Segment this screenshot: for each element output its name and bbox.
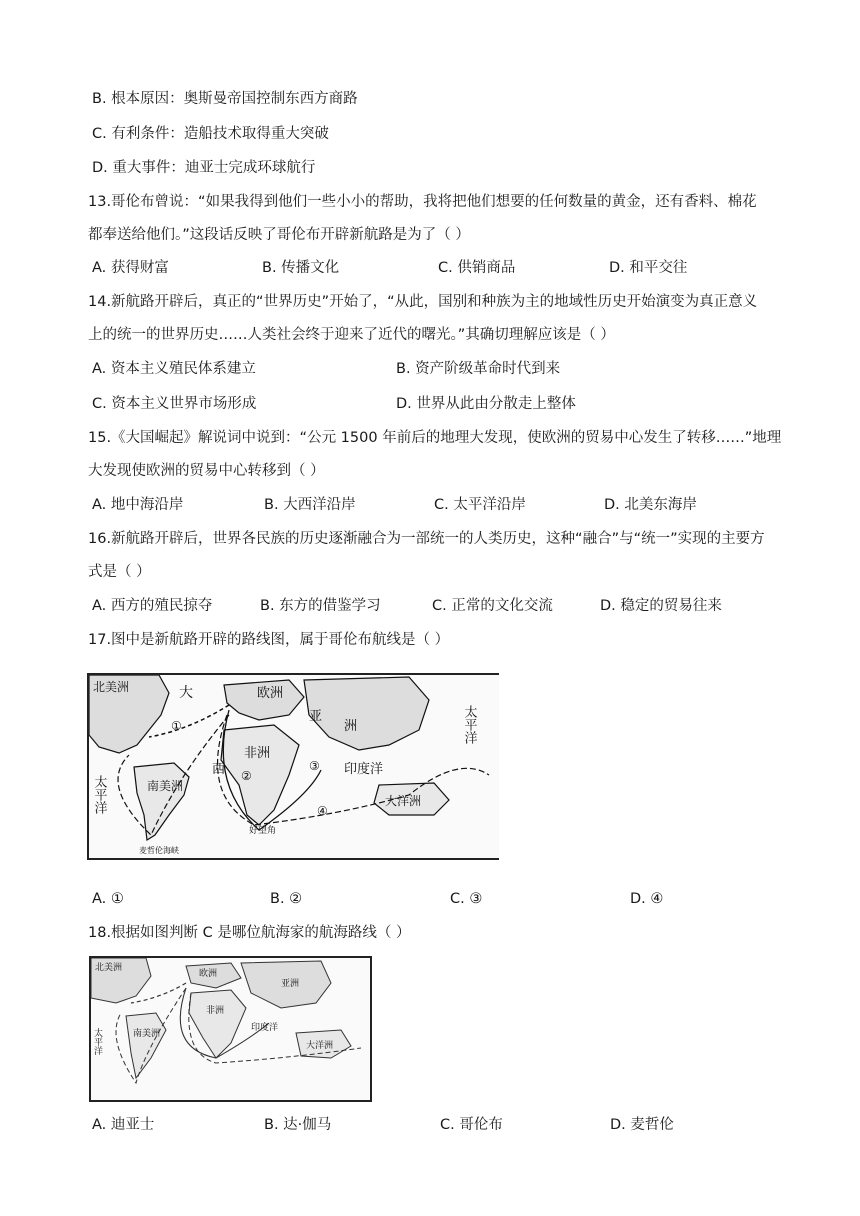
map-label-west: 西	[212, 762, 226, 777]
q13-stem-line1: 13.哥伦布曾说：“如果我得到他们一些小小的帮助，我将把他们想要的任何数量的黄金，还有香料、棉花	[88, 194, 757, 210]
q16-option-b: B. 东方的借鉴学习	[260, 598, 381, 614]
map-label-cape: 好望角	[249, 826, 277, 836]
q17-stem: 17.图中是新航路开辟的路线图，属于哥伦布航线是（ ）	[88, 632, 450, 648]
q14-option-a: A. 资本主义殖民体系建立	[92, 361, 256, 377]
q17-map-drawing	[89, 675, 499, 858]
q16-option-c: C. 正常的文化交流	[432, 598, 553, 614]
map-label-atlantic: 大	[179, 685, 193, 701]
q16-option-a: A. 西方的殖民掠夺	[92, 598, 213, 614]
map-label-indian-ocean: 印度洋	[251, 1023, 279, 1033]
q13-option-c: C. 供销商品	[438, 260, 516, 276]
map-label-oceania: 大洋洲	[306, 1041, 334, 1051]
q14-option-d: D. 世界从此由分散走上整体	[396, 396, 576, 412]
q17-option-a: A. ①	[92, 891, 124, 907]
map-label-north-america: 北美洲	[93, 680, 130, 694]
q18-option-c: C. 哥伦布	[440, 1117, 503, 1133]
q13-option-b: B. 传播文化	[262, 260, 340, 276]
q13-stem-line2: 都奉送给他们。”这段话反映了哥伦布开辟新航路是为了（ ）	[88, 227, 470, 243]
map-label-africa: 非洲	[244, 746, 271, 761]
q17-option-c: C. ③	[450, 891, 483, 907]
q14-option-c: C. 资本主义世界市场形成	[92, 396, 257, 412]
q15-option-a: A. 地中海沿岸	[92, 497, 184, 513]
q14-option-b: B. 资产阶级革命时代到来	[396, 361, 561, 377]
q18-map-drawing	[91, 958, 370, 1100]
map-label-asia-2: 洲	[344, 719, 358, 734]
q17-option-d: D. ④	[630, 891, 664, 907]
map-label-pacific-right: 太平洋	[461, 705, 477, 744]
map-route-3: ③	[309, 759, 320, 773]
map-label-pacific: 太平洋	[92, 1028, 102, 1055]
q13-option-d: D. 和平交往	[609, 260, 688, 276]
q16-stem-line2: 式是（ ）	[88, 564, 151, 580]
q17-route-map	[87, 673, 499, 860]
map-label-oceania: 大洋洲	[385, 794, 422, 808]
map-label-europe: 欧洲	[199, 969, 218, 979]
map-label-asia: 亚	[309, 709, 323, 724]
map-route-2: ②	[241, 769, 252, 783]
map-label-south-america: 南美洲	[133, 1029, 161, 1039]
map-route-1: ①	[171, 719, 182, 733]
map-route-4: ④	[317, 804, 328, 818]
map-label-north-america: 北美洲	[95, 963, 123, 973]
q15-option-b: B. 大西洋沿岸	[264, 497, 356, 513]
map-label-pacific-left: 太平洋	[91, 775, 107, 814]
q15-option-c: C. 太平洋沿岸	[434, 497, 526, 513]
q13-option-a: A. 获得财富	[92, 260, 169, 276]
q12-option-c: C. 有利条件：造船技术取得重大突破	[92, 126, 329, 142]
q16-option-d: D. 稳定的贸易往来	[600, 598, 722, 614]
q17-option-b: B. ②	[270, 891, 303, 907]
map-label-strait: 麦哲伦海峡	[139, 846, 179, 855]
map-label-south-america: 南美洲	[147, 779, 184, 793]
q14-stem-line1: 14.新航路开辟后，真正的“世界历史”开始了，“从此，国别和种族为主的地域性历史开始演变为真正意义	[88, 294, 758, 310]
q15-option-d: D. 北美东海岸	[604, 497, 697, 513]
q15-stem-line2: 大发现使欧洲的贸易中心转移到（ ）	[88, 463, 325, 479]
q18-route-map	[89, 956, 372, 1102]
q14-stem-line2: 上的统一的世界历史……人类社会终于迎来了近代的曙光。”其确切理解应该是（ ）	[88, 327, 615, 343]
q12-option-d: D. 重大事件：迪亚士完成环球航行	[92, 160, 316, 176]
q16-stem-line1: 16.新航路开辟后，世界各民族的历史逐渐融合为一部统一的人类历史，这种“融合”与“统一”实现的主要方	[88, 531, 765, 547]
q12-option-b: B. 根本原因：奥斯曼帝国控制东西方商路	[92, 91, 358, 107]
q18-option-b: B. 达·伽马	[264, 1117, 332, 1133]
q18-option-d: D. 麦哲伦	[610, 1117, 674, 1133]
map-label-africa: 非洲	[206, 1006, 225, 1016]
map-label-europe: 欧洲	[257, 686, 284, 701]
q18-option-a: A. 迪亚士	[92, 1117, 155, 1133]
map-label-asia: 亚洲	[281, 979, 300, 989]
map-label-indian-ocean: 印度洋	[344, 762, 384, 777]
q18-stem: 18.根据如图判断 C 是哪位航海家的航海路线（ ）	[88, 925, 411, 941]
q15-stem-line1: 15.《大国崛起》解说词中说到：“公元 1500 年前后的地理大发现，使欧洲的贸易中心发生了转移……”地理	[88, 430, 782, 446]
